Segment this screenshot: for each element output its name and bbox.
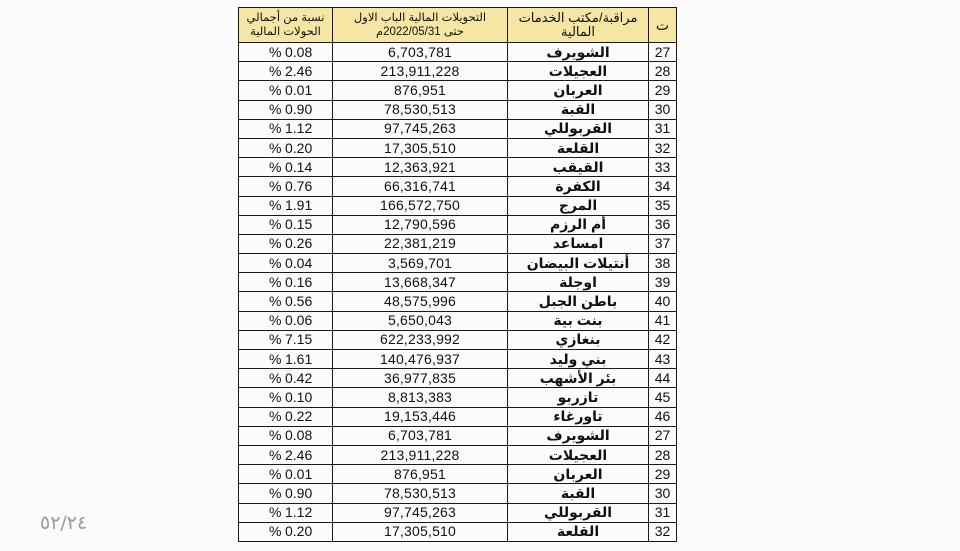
percent-value: 0.76 (285, 177, 313, 194)
amount-cell: 36,977,835 (333, 369, 508, 388)
office-cell: بنت بية (508, 311, 649, 330)
percent-sign: % (269, 81, 282, 98)
percent-value: 2.46 (285, 446, 313, 463)
amount-header-line2: حتى 2022/05/31م (375, 26, 465, 38)
percent-value: 0.08 (285, 427, 313, 444)
percent-value: 1.91 (285, 197, 313, 214)
row-number-cell: 37 (649, 234, 677, 253)
table-row (239, 43, 677, 62)
office-cell: أم الرزم (508, 215, 649, 234)
row-number-cell: 38 (649, 254, 677, 273)
table-row (239, 62, 677, 81)
office-cell: الشويرف (508, 426, 649, 445)
percent-value: 0.10 (285, 388, 313, 405)
amount-cell: 140,476,937 (333, 350, 508, 369)
percent-cell (239, 330, 333, 349)
percent-sign: % (269, 139, 282, 156)
table-row (239, 388, 677, 407)
office-column-header: مراقبة/مكتب الخدمات المالية (508, 8, 649, 43)
row-number-cell: 35 (649, 196, 677, 215)
table-row (239, 138, 677, 157)
office-cell: الكفرة (508, 177, 649, 196)
percent-cell (239, 465, 333, 484)
table-row (239, 177, 677, 196)
percent-sign: % (269, 158, 282, 175)
table-row (239, 196, 677, 215)
table-row (239, 119, 677, 138)
office-cell: القربوللي (508, 119, 649, 138)
percent-sign: % (269, 408, 282, 425)
row-number-cell: 27 (649, 43, 677, 62)
percent-value: 0.22 (285, 408, 313, 425)
percent-sign: % (269, 446, 282, 463)
office-cell: القلعة (508, 522, 649, 541)
percent-value: 0.15 (285, 216, 313, 233)
amount-cell: 6,703,781 (333, 426, 508, 445)
percent-value: 0.26 (285, 235, 313, 252)
amount-cell: 12,363,921 (333, 158, 508, 177)
percent-cell (239, 369, 333, 388)
amount-cell: 8,813,383 (333, 388, 508, 407)
percent-cell (239, 426, 333, 445)
percent-cell (239, 100, 333, 119)
percent-cell (239, 215, 333, 234)
amount-cell: 213,911,228 (333, 445, 508, 464)
percent-sign: % (269, 293, 282, 310)
financial-transfers-table (238, 7, 677, 542)
percent-value: 1.61 (285, 350, 313, 367)
office-cell: القلعة (508, 138, 649, 157)
amount-cell: 3,569,701 (333, 254, 508, 273)
row-number-cell: 31 (649, 119, 677, 138)
row-number-cell: 34 (649, 177, 677, 196)
office-cell: القبة (508, 100, 649, 119)
percent-sign: % (269, 273, 282, 290)
row-number-cell: 33 (649, 158, 677, 177)
number-column-header: ت (649, 8, 677, 43)
amount-cell: 622,233,992 (333, 330, 508, 349)
percent-cell (239, 273, 333, 292)
office-cell: العربان (508, 465, 649, 484)
table-row (239, 330, 677, 349)
percent-value: 0.08 (285, 43, 313, 60)
percent-value: 0.01 (285, 81, 313, 98)
percent-column-header: نسبة من أجمالي الحولات المالية (239, 8, 333, 43)
table-row (239, 426, 677, 445)
percent-cell (239, 138, 333, 157)
percent-sign: % (269, 331, 282, 348)
row-number-cell: 45 (649, 388, 677, 407)
office-cell: تاورغاء (508, 407, 649, 426)
amount-cell: 22,381,219 (333, 234, 508, 253)
office-cell: العجيلات (508, 62, 649, 81)
table-row (239, 369, 677, 388)
percent-cell (239, 81, 333, 100)
table-row (239, 292, 677, 311)
row-number-cell: 29 (649, 81, 677, 100)
percent-sign: % (269, 312, 282, 329)
percent-sign: % (269, 427, 282, 444)
row-number-cell: 36 (649, 215, 677, 234)
amount-cell: 876,951 (333, 465, 508, 484)
amount-cell: 66,316,741 (333, 177, 508, 196)
office-cell: أنتيلات البيضان (508, 254, 649, 273)
row-number-cell: 30 (649, 484, 677, 503)
row-number-cell: 29 (649, 465, 677, 484)
office-cell: امساعد (508, 234, 649, 253)
table-row (239, 254, 677, 273)
row-number-cell: 32 (649, 138, 677, 157)
percent-cell (239, 350, 333, 369)
percent-sign: % (269, 350, 282, 367)
row-number-cell: 30 (649, 100, 677, 119)
percent-sign: % (269, 177, 282, 194)
percent-sign: % (269, 465, 282, 482)
office-cell: القربوللي (508, 503, 649, 522)
amount-cell: 78,530,513 (333, 100, 508, 119)
row-number-cell: 42 (649, 330, 677, 349)
amount-cell: 12,790,596 (333, 215, 508, 234)
percent-sign: % (269, 101, 282, 118)
office-cell: تازربو (508, 388, 649, 407)
table-header-row (239, 8, 677, 43)
percent-sign: % (269, 235, 282, 252)
percent-cell (239, 445, 333, 464)
table-row (239, 273, 677, 292)
table-row (239, 350, 677, 369)
table-row (239, 484, 677, 503)
percent-sign: % (269, 254, 282, 271)
percent-sign: % (269, 504, 282, 521)
office-cell: القبة (508, 484, 649, 503)
percent-cell (239, 522, 333, 541)
office-cell: العربان (508, 81, 649, 100)
amount-cell: 5,650,043 (333, 311, 508, 330)
percent-value: 0.20 (285, 139, 313, 156)
amount-header-line1: التحويلات المالية الباب الاول (353, 12, 487, 24)
percent-sign: % (269, 43, 282, 60)
percent-value: 0.42 (285, 369, 313, 386)
table-row (239, 407, 677, 426)
percent-value: 1.12 (285, 120, 313, 137)
percent-value: 0.16 (285, 273, 313, 290)
percent-sign: % (269, 216, 282, 233)
amount-cell: 213,911,228 (333, 62, 508, 81)
percent-sign: % (269, 197, 282, 214)
percent-cell (239, 484, 333, 503)
amount-cell: 17,305,510 (333, 138, 508, 157)
table-row (239, 158, 677, 177)
office-cell: بنغازي (508, 330, 649, 349)
amount-cell: 6,703,781 (333, 43, 508, 62)
row-number-cell: 28 (649, 62, 677, 81)
row-number-cell: 46 (649, 407, 677, 426)
row-number-cell: 39 (649, 273, 677, 292)
percent-value: 1.12 (285, 504, 313, 521)
office-cell: بني وليد (508, 350, 649, 369)
percent-cell (239, 119, 333, 138)
percent-sign: % (269, 523, 282, 540)
amount-column-header (333, 8, 508, 43)
percent-value: 0.56 (285, 293, 313, 310)
percent-sign: % (269, 484, 282, 501)
office-cell: بئر الأشهب (508, 369, 649, 388)
percent-value: 0.04 (285, 254, 313, 271)
row-number-cell: 31 (649, 503, 677, 522)
table-row (239, 503, 677, 522)
table-row (239, 234, 677, 253)
amount-cell: 48,575,996 (333, 292, 508, 311)
percent-value: 0.90 (285, 101, 313, 118)
percent-value: 0.06 (285, 312, 313, 329)
amount-cell: 19,153,446 (333, 407, 508, 426)
row-number-cell: 28 (649, 445, 677, 464)
row-number-cell: 41 (649, 311, 677, 330)
percent-sign: % (269, 62, 282, 79)
percent-cell (239, 196, 333, 215)
percent-sign: % (269, 388, 282, 405)
percent-value: 0.90 (285, 484, 313, 501)
row-number-cell: 40 (649, 292, 677, 311)
row-number-cell: 43 (649, 350, 677, 369)
percent-cell (239, 311, 333, 330)
office-cell: باطن الجبل (508, 292, 649, 311)
amount-cell: 13,668,347 (333, 273, 508, 292)
amount-cell: 97,745,263 (333, 119, 508, 138)
percent-cell (239, 388, 333, 407)
office-cell: اوجلة (508, 273, 649, 292)
amount-cell: 17,305,510 (333, 522, 508, 541)
percent-cell (239, 407, 333, 426)
amount-cell: 97,745,263 (333, 503, 508, 522)
percent-cell (239, 234, 333, 253)
percent-value: 0.01 (285, 465, 313, 482)
table-row (239, 81, 677, 100)
percent-sign: % (269, 369, 282, 386)
percent-value: 0.20 (285, 523, 313, 540)
table-row (239, 215, 677, 234)
percent-cell (239, 292, 333, 311)
percent-value: 7.15 (285, 331, 313, 348)
percent-cell (239, 177, 333, 196)
percent-sign: % (269, 120, 282, 137)
table-row (239, 465, 677, 484)
office-cell: القيقب (508, 158, 649, 177)
office-cell: المرج (508, 196, 649, 215)
amount-cell: 876,951 (333, 81, 508, 100)
percent-value: 2.46 (285, 62, 313, 79)
table-row (239, 311, 677, 330)
row-number-cell: 32 (649, 522, 677, 541)
percent-cell (239, 158, 333, 177)
office-cell: العجيلات (508, 445, 649, 464)
row-number-cell: 27 (649, 426, 677, 445)
percent-value: 0.14 (285, 158, 313, 175)
table-row (239, 522, 677, 541)
percent-cell (239, 62, 333, 81)
table-row (239, 445, 677, 464)
table-row (239, 100, 677, 119)
percent-cell (239, 43, 333, 62)
percent-cell (239, 254, 333, 273)
amount-cell: 78,530,513 (333, 484, 508, 503)
office-cell: الشويرف (508, 43, 649, 62)
row-number-cell: 44 (649, 369, 677, 388)
percent-cell (239, 503, 333, 522)
amount-cell: 166,572,750 (333, 196, 508, 215)
page-number: ٥٢/٢٤ (40, 512, 88, 534)
